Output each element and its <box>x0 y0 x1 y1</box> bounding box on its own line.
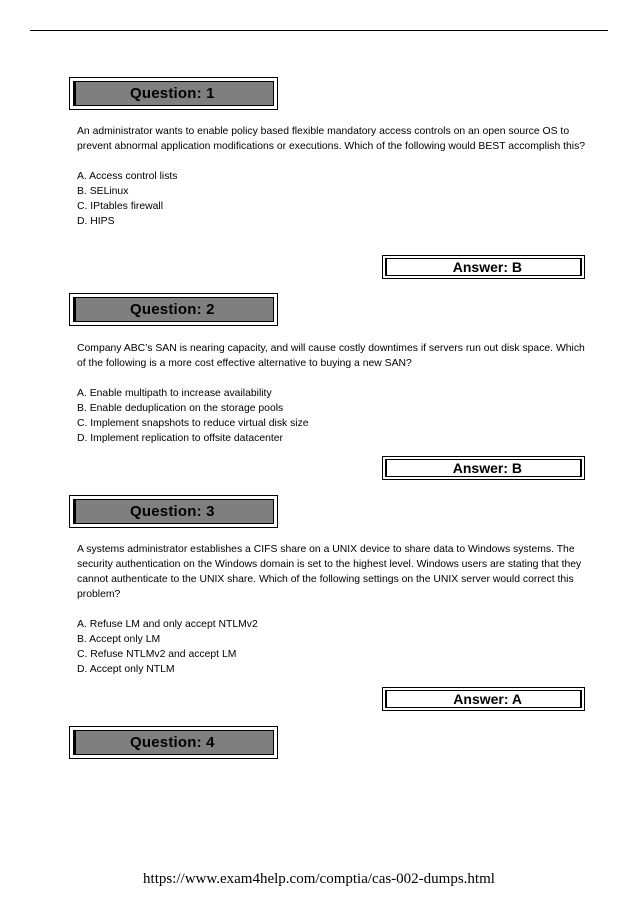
question-1-body <box>77 124 592 229</box>
question-3-option-c: C. Refuse NTLMv2 and accept LM <box>77 649 237 660</box>
question-3-option-b: B. Accept only LM <box>77 634 161 645</box>
question-2-option-d: D. Implement replication to offsite datacenter <box>77 433 283 444</box>
question-2-header <box>69 293 278 326</box>
answer-2-box <box>382 456 585 480</box>
question-3-header <box>69 495 278 528</box>
question-4-header <box>69 726 278 759</box>
question-2-option-a: A. Enable multipath to increase availability <box>77 388 272 399</box>
question-4-header-label: Question: 4 <box>73 730 274 755</box>
question-1-option-a: A. Access control lists <box>77 171 178 182</box>
question-1-header-label: Question: 1 <box>73 81 274 106</box>
question-2-body <box>77 341 592 446</box>
answer-1-label: Answer: B <box>385 258 582 276</box>
question-3-header-label: Question: 3 <box>73 499 274 524</box>
question-2-option-b: B. Enable deduplication on the storage pools <box>77 403 284 414</box>
question-2-option-c: C. Implement snapshots to reduce virtual disk size <box>77 418 309 429</box>
question-1-header <box>69 77 278 110</box>
question-1-option-c: C. IPtables firewall <box>77 201 164 212</box>
question-1-option-b: B. SELinux <box>77 186 129 197</box>
answer-1-box <box>382 255 585 279</box>
question-3-body <box>77 542 592 677</box>
answer-2-label: Answer: B <box>385 459 582 477</box>
question-1-option-d: D. HIPS <box>77 216 115 227</box>
question-2-header-label: Question: 2 <box>73 297 274 322</box>
question-1-text: An administrator wants to enable policy based flexible mandatory access controls on an open source OS to prevent abnormal application modifications or executions. Which of the following would BEST accomplish this? <box>77 126 586 152</box>
answer-3-box <box>382 687 585 711</box>
question-3-option-a: A. Refuse LM and only accept NTLMv2 <box>77 619 258 630</box>
answer-3-label: Answer: A <box>385 690 582 708</box>
question-3-option-d: D. Accept only NTLM <box>77 664 175 675</box>
footer-url-link[interactable]: https://www.exam4help.com/comptia/cas-002-dumps.html <box>143 871 495 887</box>
top-rule <box>30 30 608 31</box>
question-2-text: Company ABC’s SAN is nearing capacity, and will cause costly downtimes if servers run out disk space. Which of the following is a more cost effective alternative to buying a new SAN? <box>77 343 585 369</box>
question-3-text: A systems administrator establishes a CIFS share on a UNIX device to share data to Windows systems. The security authentication on the Windows domain is set to the highest level. Windows users are stating that they cannot authenticate to the UNIX share. Which of the following settings on the UNIX server would correct this problem? <box>77 544 582 600</box>
